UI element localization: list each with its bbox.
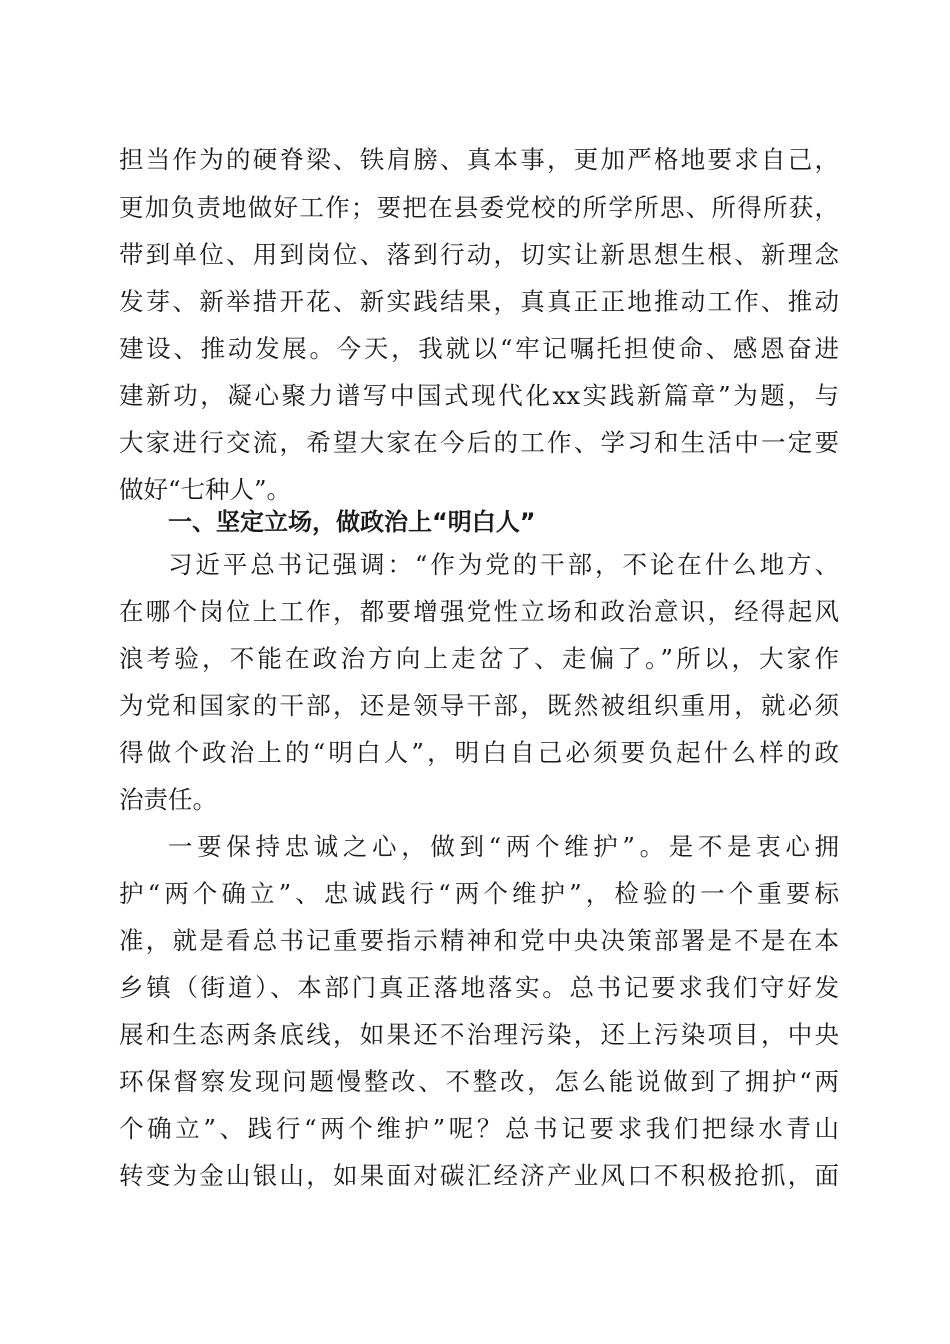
paragraph-line: 环保督察发现问题慢整改、不整改，怎么能说做到了拥护“两: [119, 1067, 839, 1096]
paragraph-line: 乡镇（街道）、本部门真正落地落实。总书记要求我们守好发: [119, 973, 839, 1002]
paragraph-line: 建设、推动发展。今天，我就以“牢记嘱托担使命、感恩奋进: [119, 334, 839, 363]
paragraph-line: 建新功，凝心聚力谱写中国式现代化xx实践新篇章”为题，与: [119, 381, 839, 410]
paragraph-line: 治责任。: [119, 785, 217, 814]
paragraph-line: 更加负责地做好工作；要把在县委党校的所学所思、所得所获，: [119, 193, 839, 222]
paragraph-line: 得做个政治上的“明白人”，明白自己必须要负起什么样的政: [119, 738, 839, 767]
paragraph-line: 一要保持忠诚之心，做到“两个维护”。是不是衷心拥: [168, 832, 839, 861]
paragraph-line: 习近平总书记强调：“作为党的干部，不论在什么地方、: [168, 550, 839, 579]
paragraph-line: 转变为金山银山，如果面对碳汇经济产业风口不积极抢抓，面: [119, 1161, 839, 1190]
paragraph-line: 展和生态两条底线，如果还不治理污染，还上污染项目，中央: [119, 1020, 839, 1049]
paragraph-line: 为党和国家的干部，还是领导干部，既然被组织重用，就必须: [119, 691, 839, 720]
paragraph-line: 准，就是看总书记重要指示精神和党中央决策部署是不是在本: [119, 926, 839, 955]
paragraph-line: 做好“七种人”。: [119, 475, 292, 504]
paragraph-line: 带到单位、用到岗位、落到行动，切实让新思想生根、新理念: [119, 240, 839, 269]
paragraph-line: 大家进行交流，希望大家在今后的工作、学习和生活中一定要: [119, 428, 839, 457]
paragraph-line: 浪考验，不能在政治方向上走岔了、走偏了。”所以，大家作: [119, 644, 839, 673]
section-heading: 一、坚定立场，做政治上“明白人”: [168, 508, 536, 536]
paragraph-line: 担当作为的硬脊梁、铁肩膀、真本事，更加严格地要求自己，: [119, 145, 839, 174]
paragraph-line: 发芽、新举措开花、新实践结果，真真正正地推动工作、推动: [119, 287, 839, 316]
paragraph-line: 个确立”、践行“两个维护”呢？总书记要求我们把绿水青山: [119, 1114, 839, 1143]
paragraph-line: 护“两个确立”、忠诚践行“两个维护”，检验的一个重要标: [119, 879, 839, 908]
paragraph-line: 在哪个岗位上工作，都要增强党性立场和政治意识，经得起风: [119, 597, 839, 626]
